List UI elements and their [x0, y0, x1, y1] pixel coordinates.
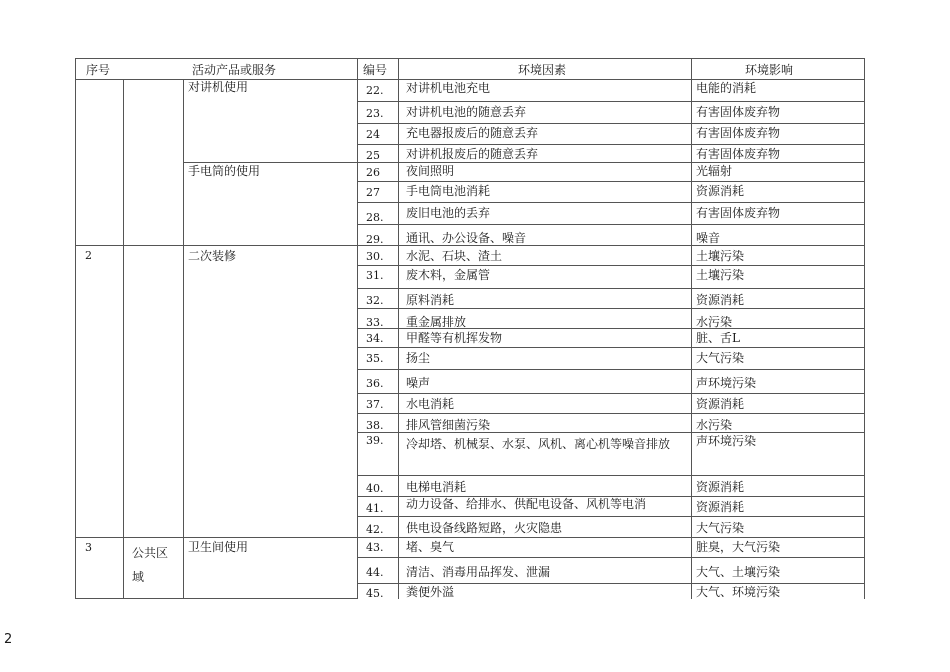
table-rule — [691, 58, 692, 599]
table-rule — [183, 79, 184, 599]
row-code: 45. — [366, 587, 384, 600]
row-code: 26 — [366, 166, 380, 179]
header-factor: 环境因素 — [518, 63, 567, 77]
row-code: 27 — [366, 186, 380, 199]
row-code: 24 — [366, 128, 380, 141]
row-factor: 动力设备、给排水、供配电设备、风机等电消 — [406, 497, 647, 511]
row-impact: 资源消耗 — [696, 480, 745, 494]
row-impact: 水污染 — [696, 315, 733, 329]
row-factor: 夜间照明 — [406, 164, 455, 178]
row-impact: 有害固体废弃物 — [696, 126, 781, 140]
row-factor: 重金属排放 — [406, 315, 467, 329]
row-impact: 脏、舌L — [696, 331, 740, 345]
row-impact: 大气污染 — [696, 351, 745, 365]
table-rule — [357, 413, 865, 414]
row-factor: 废木料，金属管 — [406, 268, 491, 282]
row-impact: 声环境污染 — [696, 434, 757, 448]
row-code: 35. — [366, 352, 384, 365]
row-impact: 水污染 — [696, 418, 733, 432]
row-impact: 脏臭，大气污染 — [696, 540, 781, 554]
table-rule — [75, 537, 865, 538]
group-seq: 2 — [85, 249, 92, 262]
table-rule — [357, 123, 865, 124]
row-factor: 水电消耗 — [406, 397, 455, 411]
table-rule — [357, 432, 865, 433]
row-code: 25 — [366, 149, 380, 162]
table-rule — [357, 144, 865, 145]
table-rule — [357, 288, 865, 289]
row-factor: 甲醛等有机挥发物 — [406, 331, 503, 345]
row-impact: 有害固体废弃物 — [696, 147, 781, 161]
row-factor: 堵、臭气 — [406, 540, 455, 554]
table-rule — [357, 224, 865, 225]
row-impact: 土壤污染 — [696, 268, 745, 282]
row-impact: 声环境污染 — [696, 376, 757, 390]
row-factor: 粪便外溢 — [406, 585, 455, 599]
row-factor: 清洁、消毒用品挥发、泄漏 — [406, 565, 551, 579]
row-code: 33. — [366, 316, 384, 329]
table-rule — [357, 181, 865, 182]
activity-label: 对讲机使用 — [188, 80, 249, 94]
row-factor: 排风管细菌污染 — [406, 418, 491, 432]
table-rule — [75, 58, 76, 599]
row-code: 41. — [366, 502, 384, 515]
row-impact: 电能的消耗 — [696, 81, 757, 95]
table-rule — [357, 557, 865, 558]
row-impact: 有害固体废弃物 — [696, 105, 781, 119]
row-code: 28. — [366, 211, 384, 224]
row-factor: 供电设备线路短路，火灾隐患 — [406, 521, 563, 535]
row-factor: 通讯、办公设备、噪音 — [406, 231, 527, 245]
row-factor: 扬尘 — [406, 351, 431, 365]
activity-label: 卫生间使用 — [188, 540, 249, 554]
table-rule — [864, 58, 865, 599]
row-factor: 电梯电消耗 — [406, 480, 467, 494]
row-factor: 水泥、石块、渣土 — [406, 249, 503, 263]
table-rule — [357, 101, 865, 102]
table-rule — [357, 308, 865, 309]
row-impact: 土壤污染 — [696, 249, 745, 263]
table-rule — [123, 79, 124, 599]
row-impact: 资源消耗 — [696, 184, 745, 198]
activity-label: 二次装修 — [188, 249, 237, 263]
table-rule — [357, 583, 865, 584]
row-factor: 原料消耗 — [406, 293, 455, 307]
row-impact: 光辐射 — [696, 164, 733, 178]
row-code: 38. — [366, 419, 384, 432]
row-impact: 资源消耗 — [696, 397, 745, 411]
row-code: 39. — [366, 434, 384, 447]
row-factor: 充电器报废后的随意丢弃 — [406, 126, 539, 140]
row-impact: 大气、土壤污染 — [696, 565, 781, 579]
row-impact: 资源消耗 — [696, 293, 745, 307]
row-factor: 对讲机电池的随意丢弃 — [406, 105, 527, 119]
row-factor: 手电筒电池消耗 — [406, 184, 491, 198]
row-code: 31. — [366, 269, 384, 282]
table-rule — [357, 265, 865, 266]
group-seq: 3 — [85, 541, 92, 554]
row-code: 23. — [366, 107, 384, 120]
row-code: 36. — [366, 377, 384, 390]
group-area: 公共区 域 — [132, 546, 169, 584]
row-factor: 冷却塔、机械泵、水泵、风机、离心机等噪音排放 — [406, 437, 671, 451]
row-factor: 对讲机电池充电 — [406, 81, 491, 95]
table-rule — [75, 598, 357, 599]
row-impact: 有害固体废弃物 — [696, 206, 781, 220]
row-code: 37. — [366, 398, 384, 411]
row-impact: 资源消耗 — [696, 500, 745, 514]
table-rule — [357, 475, 865, 476]
table-rule — [357, 202, 865, 203]
row-factor: 废旧电池的丢弃 — [406, 206, 491, 220]
row-code: 22. — [366, 84, 384, 97]
row-factor: 对讲机报废后的随意丢弃 — [406, 147, 539, 161]
row-code: 29. — [366, 233, 384, 246]
row-code: 40. — [366, 482, 384, 495]
table-rule — [75, 245, 865, 246]
row-code: 43. — [366, 541, 384, 554]
activity-label: 手电筒的使用 — [188, 164, 261, 178]
row-code: 30. — [366, 250, 384, 263]
header-impact: 环境影响 — [745, 63, 794, 77]
row-impact: 噪音 — [696, 231, 721, 245]
table-rule — [357, 393, 865, 394]
row-code: 34. — [366, 332, 384, 345]
page-number: 2 — [4, 632, 13, 647]
header-code: 编号 — [363, 63, 388, 77]
table-rule — [357, 347, 865, 348]
table-rule — [357, 58, 358, 599]
row-code: 44. — [366, 566, 384, 579]
row-code: 42. — [366, 523, 384, 536]
row-factor: 噪声 — [406, 376, 431, 390]
table-rule — [357, 369, 865, 370]
table-rule — [398, 58, 399, 599]
table-rule — [357, 516, 865, 517]
row-code: 32. — [366, 294, 384, 307]
header-activity: 活动产品或服务 — [192, 63, 277, 77]
table-rule — [183, 162, 865, 163]
table-rule — [75, 58, 865, 59]
header-seq: 序号 — [86, 63, 111, 77]
row-impact: 大气、环境污染 — [696, 585, 781, 599]
row-impact: 大气污染 — [696, 521, 745, 535]
